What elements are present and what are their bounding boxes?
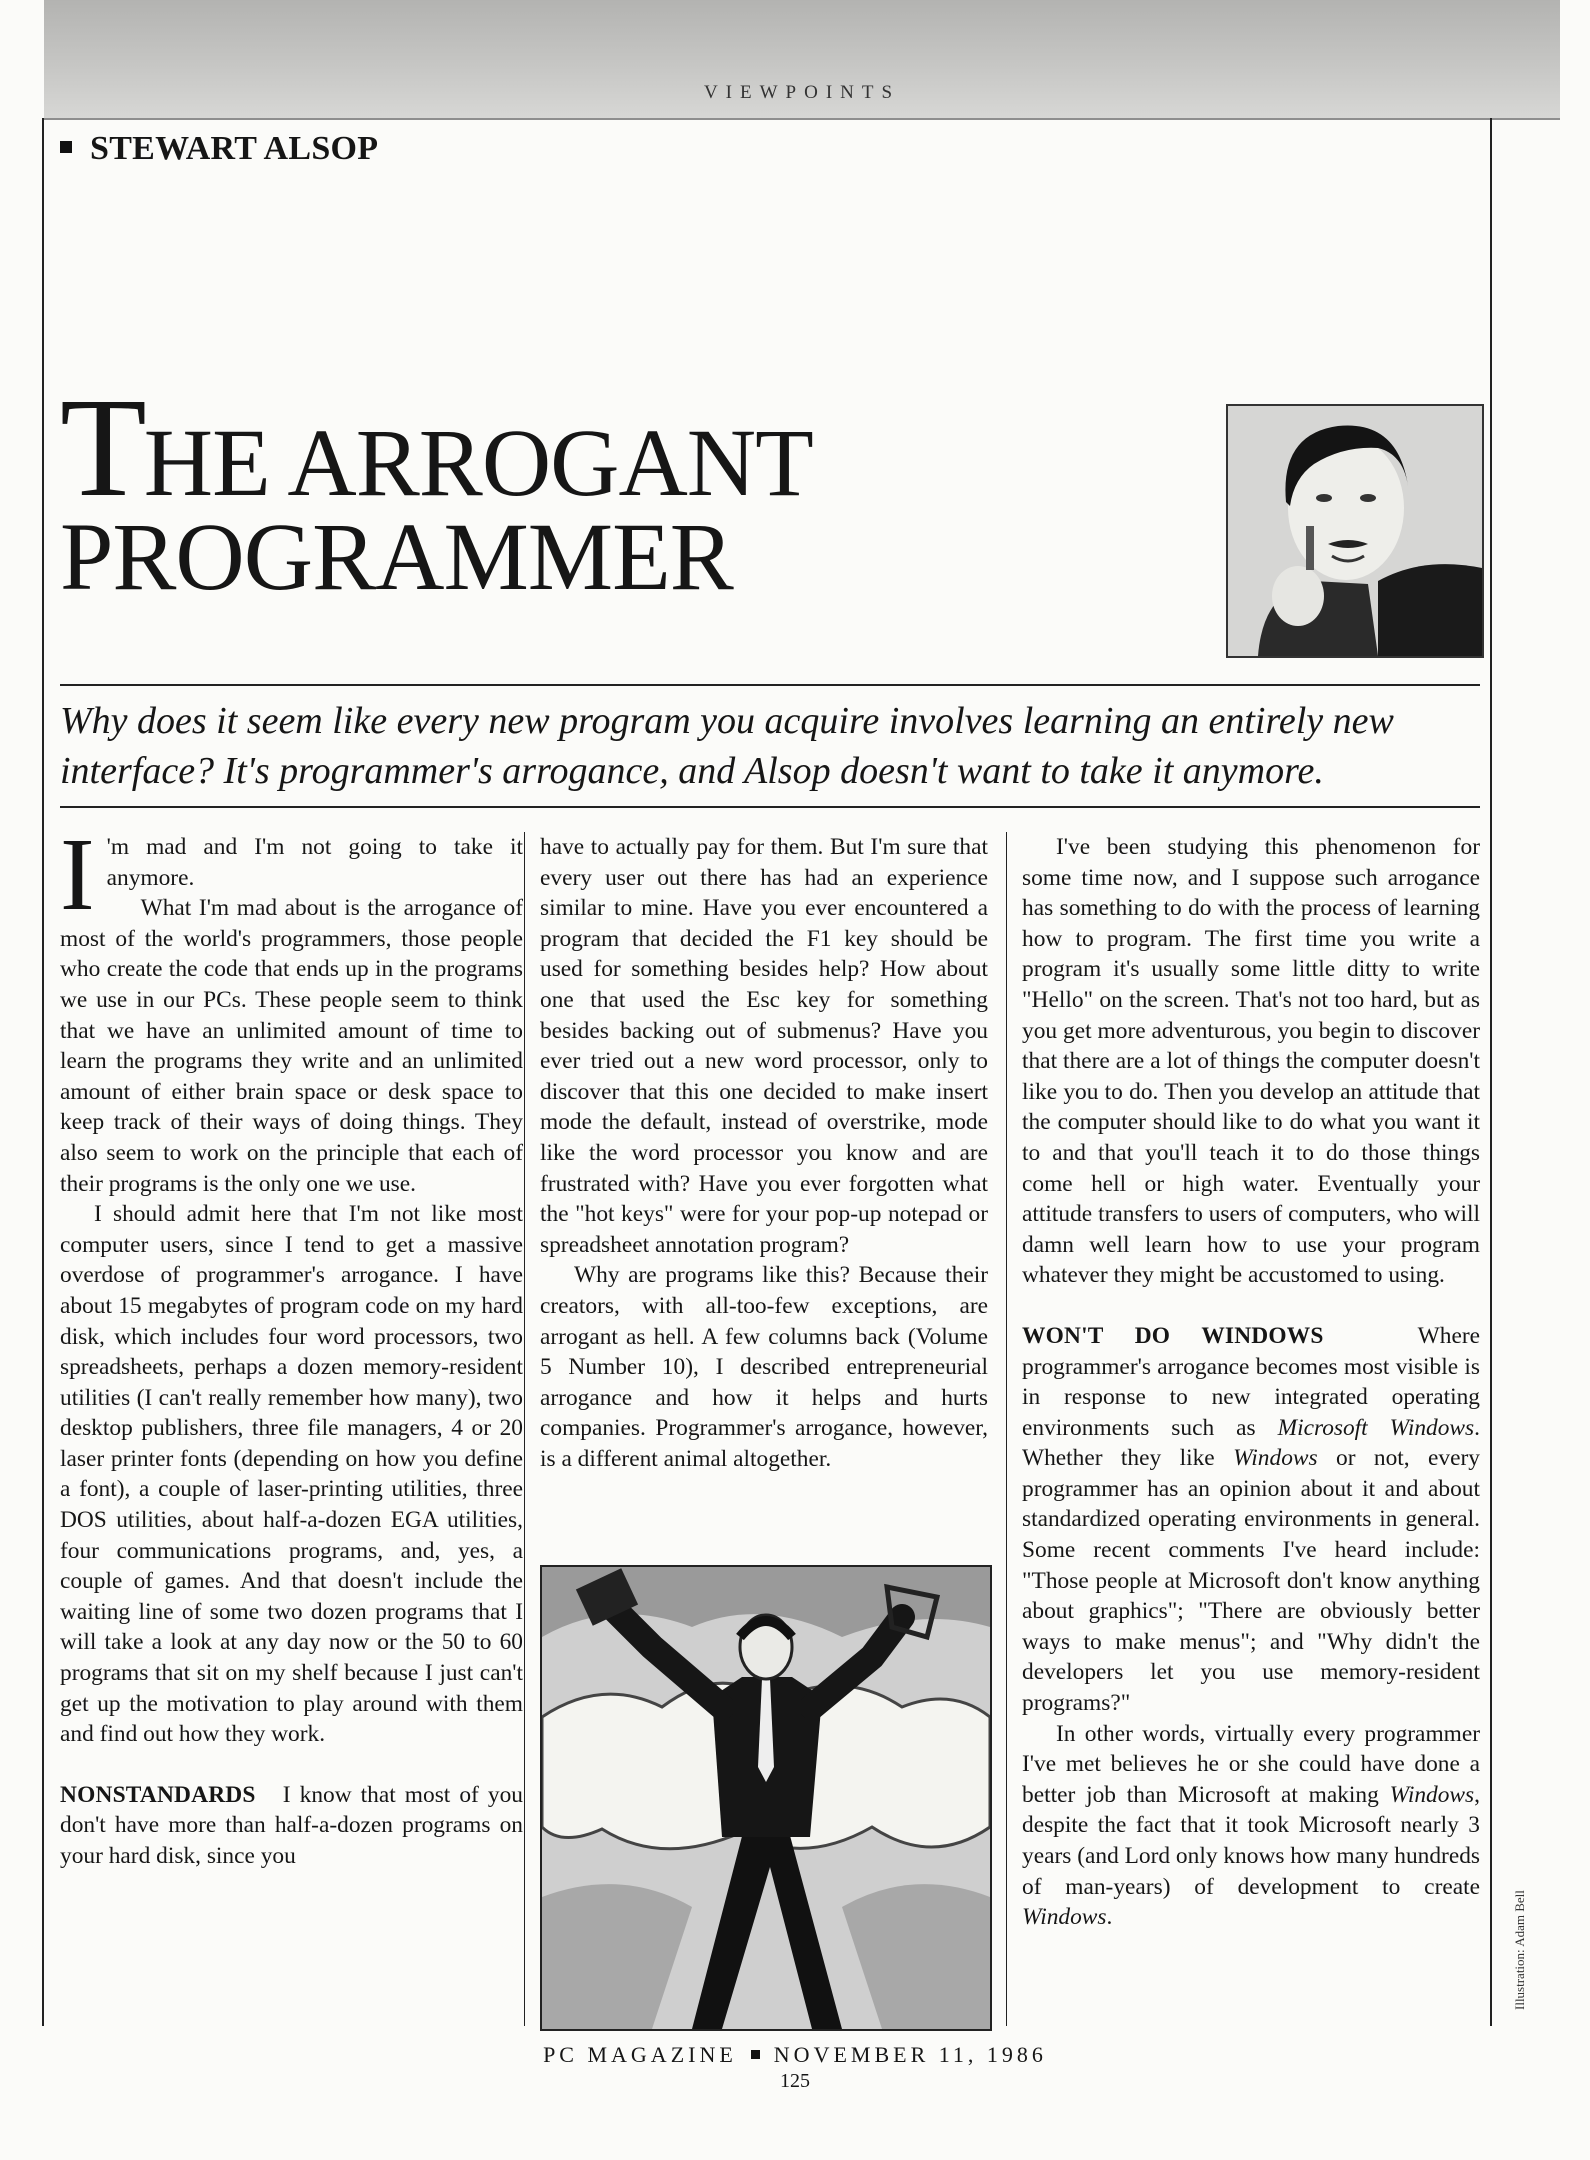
paragraph: Why are programs like this? Because their creators, with all-too-few exceptions, are arrogant as hell. A few columns back (Volume 5 Number 10), I described entrepreneurial arrogance and how it helps and hurts companies. Programmer's arrogance, however, is a different animal altogether.	[540, 1262, 988, 1472]
illustration-image	[542, 1567, 990, 2029]
product-name: Windows	[1233, 1445, 1318, 1472]
paragraph: have to actually pay for them. But I'm sure that every user out there has had an experience similar to mine. Have you ever encountered a program that decided the F1 key should be used for something besides help? How about one that used the Esc key for something besides backing out of submenus? Have you ever tried out a new word processor, only to discover that this one decided to make insert mode the default, instead of overstrike, mode like the word processor you know and are frustrated with? Have you ever forgotten what the "hot keys" were for your pop-up notepad or spreadsheet annotation program?	[540, 834, 988, 1258]
footer-bullet	[751, 2050, 760, 2059]
column-rule-2	[1006, 832, 1007, 2026]
paragraph	[60, 1780, 523, 1872]
paragraph: I've been studying this phenomenon for some time now, and I suppose such arrogance has something to do with the process of learning how to program. The first time you write a program it's usually some little ditty to write "Hello" on the screen. That's not too hard, but as you get more adventurous, you begin to discover that there are a lot of things the computer doesn't like you to do. Then you develop an attitude that the computer should like to do what you want it to and that you'll teach it to do those things come hell or high water. Eventually your attitude transfers to users of computers, who will damn well learn how to use your program whatever they might be accustomed to using.	[1022, 834, 1480, 1289]
paragraph-text: In other words, virtually every programmer I've met believes he or she could have done a better job than Microsoft at making	[1022, 1720, 1480, 1808]
magazine-name: PC MAGAZINE	[543, 2042, 737, 2067]
paragraph-text: .	[1106, 1904, 1113, 1931]
subhead-wont-do-windows: WON'T DO WINDOWS	[1022, 1322, 1324, 1349]
author-photo	[1226, 404, 1484, 658]
left-page-rule	[42, 118, 44, 2026]
product-name: Microsoft Windows	[1277, 1414, 1475, 1441]
issue-date: NOVEMBER 11, 1986	[773, 2042, 1047, 2067]
illustration-credit: Illustration: Adam Bell	[1512, 1890, 1527, 2010]
paragraph-text: . Whether they like	[1022, 1414, 1480, 1472]
paragraph-text: or not, every programmer has an opinion about it and about standardized operating environments in general. Some recent comments I've heard include: "Those people at Microsoft don't know anything about graphics"; "There are obviously better ways to make menus"; and "Why didn't the developers let you use memory-resident programs?"	[1022, 1445, 1480, 1717]
page-number: 125	[780, 2070, 810, 2092]
column-rule-1	[524, 832, 525, 2026]
bullet-square	[60, 141, 72, 153]
title-initial: T	[60, 368, 144, 526]
paragraph-text: 'm mad and I'm not going to take it anymore.	[106, 834, 523, 891]
section-label: VIEWPOINTS	[703, 82, 901, 103]
paragraph-text: I know that most of you don't have more than half-a-dozen programs on your hard disk, since you	[60, 1781, 523, 1869]
title-line-2: PROGRAMMER	[60, 503, 733, 610]
product-name: Windows	[1389, 1781, 1475, 1808]
paragraph-text: , despite the fact that it took Microsoft nearly 3 years (and Lord only knows how many hundreds of man-years) of development to create	[1022, 1781, 1480, 1900]
page-footer	[0, 2042, 1590, 2068]
paragraph-text: Where programmer's arrogance becomes most visible is in response to new integrated operating environments such as	[1022, 1322, 1480, 1441]
text-column-2	[540, 832, 988, 1474]
paragraph	[60, 817, 523, 932]
deck-subtitle: Why does it seem like every new program you acquire involves learning an entirely new interface? It's programmer's arrogance, and Alsop doesn't want to take it anymore.	[60, 700, 1394, 792]
author-portrait-image	[1228, 406, 1482, 656]
paragraph	[1022, 1321, 1480, 1719]
byline	[60, 130, 378, 168]
right-page-rule	[1490, 118, 1492, 2026]
drop-cap: I	[60, 817, 95, 932]
author-name: STEWART ALSOP	[90, 130, 379, 167]
product-name: Windows	[1022, 1904, 1107, 1931]
paragraph: I should admit here that I'm not like most computer users, since I tend to get a massive overdose of programmer's arrogance. I have about 15 megabytes of program code on my hard disk, which includes four word processors, two spreadsheets, perhaps a dozen memory-resident utilities (I can't really remember how many), two desktop publishers, three file managers, 4 or 20 laser printer fonts (depending on how you define a font), a couple of laser-printing utilities, three DOS utilities, about half-a-dozen EGA utilities, four communications programs, and, yes, a couple of games. And that doesn't include the waiting line of some two dozen programs that I will take a look at any day now or the 50 to 60 programs that sit on my shelf because I just can't get up the motivation to play around with them and find out how they work.	[60, 1201, 523, 1748]
deck-top-rule	[60, 684, 1480, 686]
illustration-arrogant-programmer	[540, 1565, 992, 2031]
section-header-band	[44, 0, 1560, 120]
subhead-nonstandards: NONSTANDARDS	[60, 1781, 256, 1808]
paragraph: What I'm mad about is the arrogance of most of the world's programmers, those people who create the code that ends up in the programs we use in our PCs. These people seem to think that we have an unlimited amount of time to learn the programs they write and an unlimited amount of either brain space or desk space to keep track of their ways of doing things. They also seem to work on the principle that each of their programs is the only one we use.	[60, 895, 523, 1197]
deck-bottom-rule	[60, 806, 1480, 808]
title-line-1: HE ARROGANT	[143, 409, 813, 516]
text-column-3	[1022, 832, 1480, 1933]
paragraph	[1022, 1719, 1480, 1933]
text-column-1	[60, 817, 523, 1872]
article-title	[60, 368, 1180, 610]
